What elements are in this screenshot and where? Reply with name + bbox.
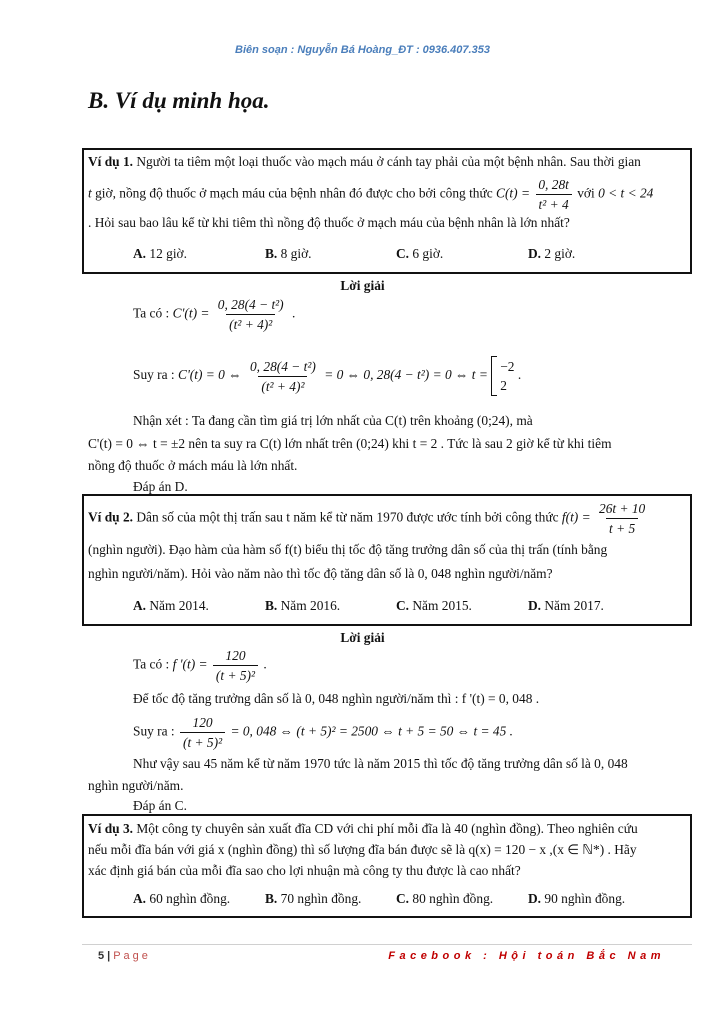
formula-c-num: 0, 28t bbox=[538, 177, 569, 192]
example-3-option-a bbox=[133, 890, 230, 907]
example-2-option-d bbox=[528, 597, 604, 614]
equation-mid: = 0 ⇔ 0, 28(4 − t²) = 0 ⇔ t = bbox=[324, 367, 488, 383]
section-title: B. Ví dụ minh họa. bbox=[88, 88, 270, 113]
solution-1-remark-2: C'(t) = 0 ⇔ t = ±2 nên ta suy ra C(t) lớn nhất trên (0;24) khi t = 2 . Tức là sau 2 giờ kể từ khi tiêm bbox=[88, 436, 612, 451]
root-1: −2 bbox=[500, 359, 515, 374]
option-letter: B. bbox=[265, 598, 278, 613]
derivative-num: 120 bbox=[225, 648, 246, 663]
footer-page bbox=[98, 950, 151, 962]
example-3-label: Ví dụ 3. bbox=[88, 821, 134, 836]
option-text: 90 nghìn đồng. bbox=[544, 891, 626, 906]
example-3-option-c bbox=[396, 890, 493, 907]
example-1-option-b bbox=[265, 245, 312, 262]
example-3-option-d bbox=[528, 890, 625, 907]
example-1-option-d bbox=[528, 245, 575, 262]
option-letter: B. bbox=[265, 246, 278, 261]
page-word: Page bbox=[113, 950, 151, 962]
derivative-fraction bbox=[215, 296, 287, 333]
option-text: Năm 2017. bbox=[544, 598, 604, 613]
option-letter: D. bbox=[528, 598, 542, 613]
option-letter: C. bbox=[396, 246, 410, 261]
derivative-den: (t + 5)² bbox=[213, 665, 258, 684]
solution-2-remark-1: Như vậy sau 45 năm kể từ năm 1970 tức là năm 2015 thì tốc độ tăng trưởng dân số là 0, 048 bbox=[133, 756, 628, 771]
example-2-option-b bbox=[265, 597, 340, 614]
example-2-line-3: nghìn người/năm). Hỏi vào năm nào thì tốc độ tăng dân số là 0, 048 nghìn người/năm? bbox=[88, 566, 553, 581]
derivative-lhs: f '(t) = bbox=[172, 656, 208, 672]
equation-num: 0, 28(4 − t²) bbox=[249, 358, 316, 374]
option-text: 6 giờ. bbox=[412, 246, 444, 261]
example-2-line-1 bbox=[88, 500, 650, 537]
formula-f-num: 26t + 10 bbox=[599, 501, 646, 516]
page-number: 5 bbox=[98, 950, 105, 962]
example-1-text-1: Người ta tiêm một loại thuốc vào mạch máu ở cánh tay phải của một bệnh nhân. Sau thời gian bbox=[136, 154, 641, 169]
solution-suyra: Suy ra : bbox=[133, 723, 179, 739]
formula-c-fraction bbox=[535, 176, 572, 213]
option-text: 80 nghìn đồng. bbox=[412, 891, 494, 906]
example-1-line-2 bbox=[88, 176, 653, 213]
example-1-option-c bbox=[396, 245, 443, 262]
example-1-option-a bbox=[133, 245, 187, 262]
solution-2-remark-2: nghìn người/năm. bbox=[88, 778, 184, 793]
formula-f-fraction bbox=[596, 500, 648, 537]
derivative-lhs: C'(t) = bbox=[172, 305, 210, 321]
solution-taco: Ta có : bbox=[133, 656, 173, 672]
footer-facebook: Facebook : Hội toán Bắc Nam bbox=[388, 950, 665, 962]
example-3-text-1: Một công ty chuyên sản xuất đĩa CD với chi phí mỗi đĩa là 40 (nghìn đồng). Theo nghiên cứu bbox=[133, 821, 638, 836]
solution-1-remark-1: Nhận xét : Ta đang cần tìm giá trị lớn nhất của C(t) trên khoảng (0;24), mà bbox=[133, 413, 533, 428]
example-2-option-a bbox=[133, 597, 209, 614]
solution-1-suyra: Suy ra : C'(t) = 0 ⇔ $\frac{\text{0, 28(4 − t²)}}{\text{(t² + 4)²}}$ = 0 ⇔ 0, 28(4 − t²) = 0 ⇔ t = −2 2 . bbox=[133, 356, 521, 396]
equation-rest: = 0, 048 ⇔ (t + 5)² = 2500 ⇔ t + 5 = 50 ⇔ t = 45 . bbox=[230, 723, 513, 739]
formula-c-lhs: C(t) = bbox=[496, 185, 530, 201]
solution-taco: Ta có : bbox=[133, 305, 173, 321]
option-text: Năm 2016. bbox=[280, 598, 341, 613]
option-letter: C. bbox=[396, 891, 410, 906]
solution-2-suyra bbox=[133, 714, 513, 751]
equation-fraction bbox=[180, 714, 225, 751]
example-2-text-1: Dân số của một thị trấn sau t năm kể từ năm 1970 được ước tính bởi công thức bbox=[133, 509, 562, 525]
derivative-num: 0, 28(4 − t²) bbox=[217, 297, 284, 312]
option-text: 12 giờ. bbox=[149, 246, 187, 261]
option-letter: A. bbox=[133, 246, 147, 261]
formula-f-lhs: f(t) = bbox=[561, 509, 591, 525]
solution-2-line-a: Để tốc độ tăng trưởng dân số là 0, 048 nghìn người/năm thì : f '(t) = 0, 048 . bbox=[133, 691, 540, 706]
example-3-line-1 bbox=[88, 820, 638, 837]
option-text: 8 giờ. bbox=[280, 246, 312, 261]
solution-1-answer: Đáp án D. bbox=[133, 479, 188, 494]
derivative-den: (t² + 4)² bbox=[226, 314, 275, 333]
equation-num: 120 bbox=[192, 715, 213, 730]
example-2-label: Ví dụ 2. bbox=[88, 509, 134, 525]
equation-den: (t² + 4)² bbox=[258, 376, 307, 395]
equation-lhs: C'(t) = 0 ⇔ bbox=[178, 367, 242, 383]
formula-c-den: t² + 4 bbox=[536, 194, 572, 213]
solution-2-derivative: Ta có : f '(t) = $\frac{120}{\text{(t + 5)²}}$ . bbox=[133, 648, 267, 683]
example-1-with: với bbox=[577, 185, 599, 201]
example-3-line-3: xác định giá bán của mỗi đĩa sao cho lợi nhuận mà công ty thu được là cao nhất? bbox=[88, 863, 521, 878]
option-letter: A. bbox=[133, 598, 147, 613]
example-1-line-3: . Hỏi sau bao lâu kể từ khi tiêm thì nồng độ thuốc ở mạch máu của bệnh nhân là lớn nhất? bbox=[88, 215, 570, 230]
option-letter: B. bbox=[265, 891, 278, 906]
example-2-option-c bbox=[396, 597, 472, 614]
option-text: Năm 2014. bbox=[149, 598, 209, 613]
option-letter: D. bbox=[528, 891, 542, 906]
option-text: 60 nghìn đồng. bbox=[149, 891, 231, 906]
derivative-fraction bbox=[213, 647, 258, 684]
footer-divider bbox=[82, 944, 692, 945]
option-text: 70 nghìn đồng. bbox=[280, 891, 362, 906]
solution-suyra: Suy ra : bbox=[133, 367, 179, 383]
option-letter: D. bbox=[528, 246, 542, 261]
option-text: Năm 2015. bbox=[412, 598, 472, 613]
solution-1-heading: Lời giải bbox=[340, 278, 385, 293]
example-3-line-2: nếu mỗi đĩa bán với giá x (nghìn đồng) thì số lượng đĩa bán được sẽ là q(x) = 120 − x ,(x ∈ ℕ*) . Hãy bbox=[88, 842, 637, 857]
footer-separator: | bbox=[107, 950, 111, 962]
bracket-icon bbox=[491, 356, 497, 396]
equation-den: (t + 5)² bbox=[180, 732, 225, 751]
solution-1-remark-3: nồng độ thuốc ở mách máu là lớn nhất. bbox=[88, 458, 298, 473]
solution-1-derivative: Ta có : C'(t) = $\frac{\text{0, 28(4 − t²)}}{\text{(t² + 4)²}}$ . bbox=[133, 297, 296, 332]
root-2: 2 bbox=[500, 378, 507, 393]
formula-f-den: t + 5 bbox=[606, 518, 638, 537]
formula-range: 0 < t < 24 bbox=[598, 185, 654, 201]
variable-t: t bbox=[88, 185, 92, 201]
option-letter: C. bbox=[396, 598, 410, 613]
example-2-line-2: (nghìn người). Đạo hàm của hàm số f(t) biểu thị tốc độ tăng trưởng dân số của thị trấn (tính bằng bbox=[88, 542, 608, 557]
example-1-text-2: giờ, nồng độ thuốc ở mạch máu của bệnh nhân đó được cho bởi công thức bbox=[91, 185, 497, 201]
roots bbox=[500, 357, 514, 395]
option-letter: A. bbox=[133, 891, 147, 906]
example-1-line-1 bbox=[88, 153, 641, 170]
page-header-author: Biên soạn : Nguyễn Bá Hoàng_ĐT : 0936.407.353 bbox=[235, 44, 490, 56]
equation-fraction bbox=[247, 358, 319, 395]
solution-2-answer: Đáp án C. bbox=[133, 798, 187, 813]
example-3-option-b bbox=[265, 890, 361, 907]
option-text: 2 giờ. bbox=[544, 246, 576, 261]
example-1-label: Ví dụ 1. bbox=[88, 154, 134, 169]
solution-2-heading: Lời giải bbox=[340, 630, 385, 645]
